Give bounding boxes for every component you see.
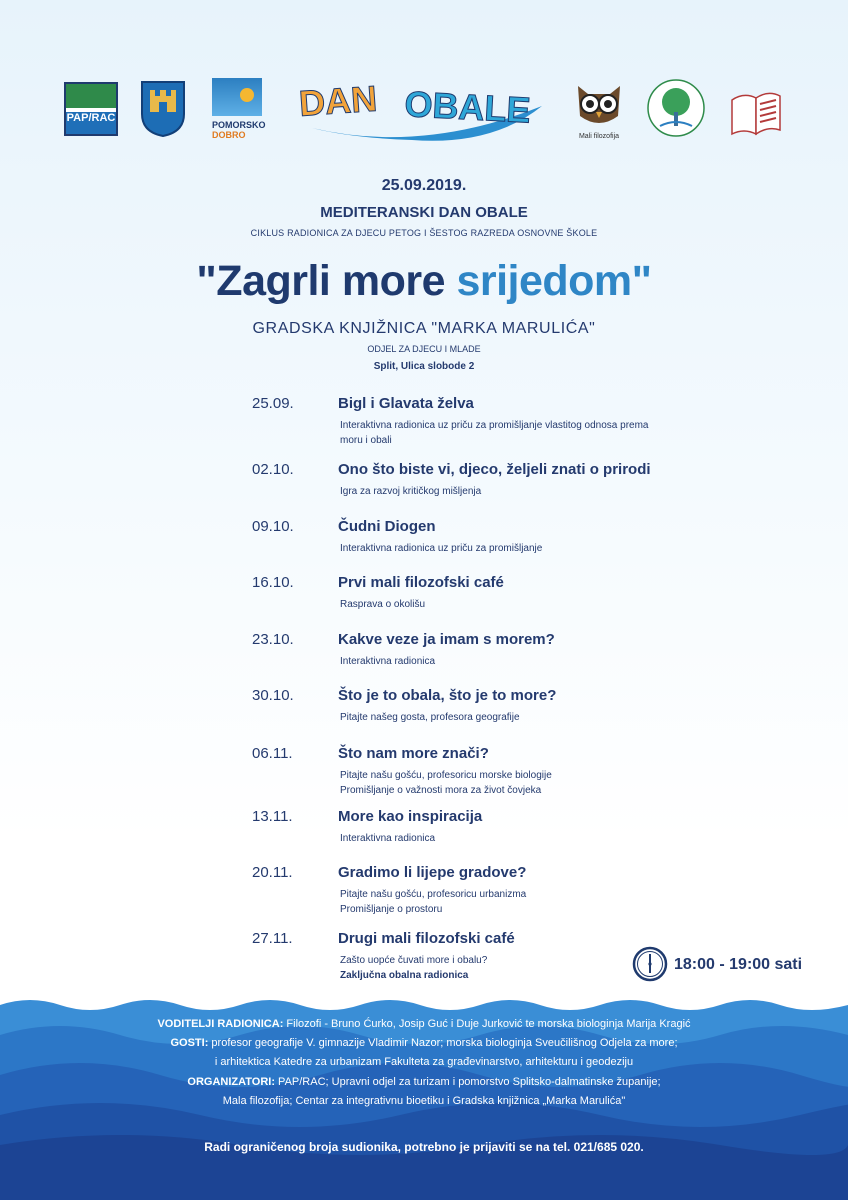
event-description-line: Pitajte našeg gosta, profesora geografije — [340, 712, 520, 723]
organizers-label: ORGANIZATORI: — [187, 1076, 275, 1088]
signup-notice: Radi ograničenog broja sudionika, potrebno je prijaviti se na tel. 021/685 020. — [204, 1140, 644, 1154]
event-description-line: Zašto uopće čuvati more i obalu? — [340, 955, 488, 966]
title-part-2: srijedom" — [456, 257, 652, 305]
event-description-line: Promišljanje o prostoru — [340, 904, 443, 915]
title-part-1: "Zagrli more — [196, 257, 457, 305]
event-description — [340, 597, 690, 612]
clock-icon — [632, 946, 668, 987]
event-date-label: 30.10. — [252, 687, 294, 704]
event-description-line: Promišljanje o važnosti mora za život čovjeka — [340, 785, 542, 796]
event-title: Što nam more znači? — [338, 745, 489, 762]
event-description — [340, 768, 690, 798]
event-date-label: 23.10. — [252, 631, 294, 648]
footer-guests-2: i arhitektica Katedre za urbanizam Fakulteta za građevinarstvo, arhitekturu i geodeziju — [214, 1056, 634, 1068]
event-description-line: Igra za razvoj kritičkog mišljenja — [340, 486, 482, 497]
event-description-line: Pitajte našu gošću, profesoricu urbanizma — [340, 889, 527, 900]
svg-text:DAN: DAN — [297, 77, 379, 124]
event-description-line: Interaktivna radionica — [340, 656, 436, 667]
event-description — [340, 484, 690, 499]
event-description-line: Pitajte našu gošću, profesoricu morske biologije — [340, 770, 552, 781]
event-title: More kao inspiracija — [338, 808, 483, 825]
cycle-description: CIKLUS RADIONICA ZA DJECU PETOG I ŠESTOG RAZREDA OSNOVNE ŠKOLE — [250, 228, 598, 238]
event-description-line: moru i obali — [340, 435, 392, 446]
event-description — [340, 654, 690, 669]
event-description-line: Zaključna obalna radionica — [340, 970, 469, 981]
county-coat-of-arms-logo — [140, 80, 186, 138]
event-date-label: 09.10. — [252, 518, 294, 535]
event-date-label: 13.11. — [252, 808, 293, 825]
event-title: Bigl i Glavata želva — [338, 395, 474, 412]
library-name: GRADSKA KNJIŽNICA "MARKA MARULIĆA" — [252, 320, 596, 337]
bioethics-centre-tree-logo — [646, 78, 706, 138]
address: Split, Ulica slobode 2 — [373, 361, 475, 372]
event-title: Što je to obala, što je to more? — [338, 687, 557, 704]
event-description-line: Rasprava o okolišu — [340, 599, 426, 610]
pomorsko-label: POMORSKO — [212, 120, 266, 130]
event-title: Drugi mali filozofski café — [338, 930, 515, 947]
event-date-label: 06.11. — [252, 745, 293, 762]
pap-rac-label: PAP/RAC — [66, 112, 116, 124]
event-date: 25.09.2019. — [381, 177, 467, 194]
mala-filozofija-owl-logo — [572, 82, 626, 140]
event-description-line: Interaktivna radionica uz priču za promišljanje vlastitog odnosa prema — [340, 420, 649, 431]
organizers-text: PAP/RAC; Upravni odjel za turizam i pomorstvo Splitsko-dalmatinske županije; — [275, 1076, 661, 1088]
event-title: Ono što biste vi, djeco, željeli znati o prirodi — [338, 461, 651, 478]
svg-text:OBALE: OBALE — [403, 83, 532, 131]
workshop-time: 18:00 - 19:00 sati — [674, 956, 803, 973]
event-description — [340, 887, 690, 917]
event-title: Gradimo li lijepe gradove? — [338, 864, 527, 881]
guests-label: GOSTI: — [170, 1037, 209, 1049]
event-description — [340, 831, 690, 846]
footer-organizers-2: Mala filozofija; Centar za integrativnu bioetiku i Gradska knjižnica „Marka Marulića" — [222, 1095, 626, 1107]
event-title: Prvi mali filozofski café — [338, 574, 504, 591]
department-name: ODJEL ZA DJECU I MLADE — [367, 344, 481, 354]
footer-leaders — [0, 1018, 848, 1030]
event-description — [340, 418, 690, 448]
logo-strip — [0, 76, 848, 146]
footer-organizers — [0, 1076, 848, 1088]
event-title: Čudni Diogen — [338, 518, 436, 535]
event-description — [340, 541, 690, 556]
event-date-label: 25.09. — [252, 395, 294, 412]
footer-guests — [0, 1037, 848, 1049]
event-description-line: Interaktivna radionica uz priču za promišljanje — [340, 543, 543, 554]
event-date-label: 02.10. — [252, 461, 294, 478]
dan-obale-logo — [292, 76, 550, 146]
event-date-label: 27.11. — [252, 930, 293, 947]
city-library-book-logo — [728, 84, 784, 140]
event-description — [340, 710, 690, 725]
event-description-line: Interaktivna radionica — [340, 833, 436, 844]
pap-rac-logo — [64, 82, 118, 136]
owl-caption: Mali filozofija — [578, 133, 620, 140]
dobro-label: DOBRO — [212, 130, 246, 140]
leaders-text: Filozofi - Bruno Ćurko, Josip Guć i Duje Jurković te morska biologinja Marija Kragić — [283, 1018, 691, 1030]
event-name: MEDITERANSKI DAN OBALE — [320, 204, 528, 221]
leaders-label: VODITELJI RADIONICA: — [157, 1018, 284, 1030]
event-date-label: 16.10. — [252, 574, 294, 591]
guests-text: profesor geografije V. gimnazije Vladimir Nazor; morska biologinja Sveučilišnog Odjela za more; — [208, 1037, 678, 1049]
pomorsko-dobro-logo — [212, 78, 268, 148]
event-date-label: 20.11. — [252, 864, 293, 881]
main-title — [0, 257, 848, 306]
event-title: Kakve veze ja imam s morem? — [338, 631, 555, 648]
